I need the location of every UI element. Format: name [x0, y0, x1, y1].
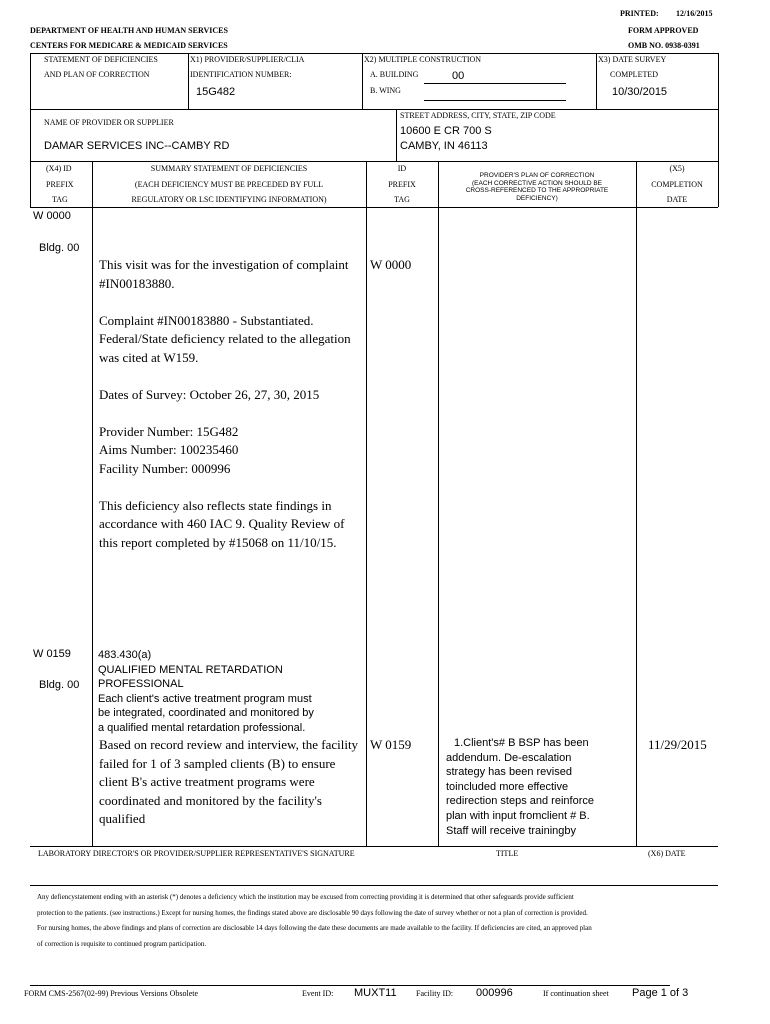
- printed-label: PRINTED:: [620, 9, 659, 18]
- address-line-2: CAMBY, IN 46113: [400, 140, 488, 152]
- wing-label: B. WING: [370, 86, 401, 95]
- facility-id: 000996: [476, 987, 513, 999]
- x5-label: (X5): [669, 164, 685, 173]
- facility-id-label: Facility ID:: [416, 989, 454, 998]
- entry2-id-tag: W 0159: [370, 737, 412, 752]
- date-survey-label: X3) DATE SURVEY: [598, 55, 667, 64]
- paragraph: Dates of Survey: October 26, 27, 30, 2015: [99, 386, 320, 402]
- department-title: DEPARTMENT OF HEALTH AND HUMAN SERVICES: [30, 26, 228, 35]
- clia-number: 15G482: [196, 86, 236, 98]
- summary-header: SUMMARY STATEMENT OF DEFICIENCIES: [150, 164, 308, 173]
- event-id-label: Event ID:: [302, 989, 334, 998]
- x6-date-label: (X6) DATE: [648, 849, 686, 858]
- building-value: 00: [452, 70, 465, 82]
- centers-title: CENTERS FOR MEDICARE & MEDICAID SERVICES: [30, 41, 228, 50]
- paragraph: This visit was for the investigation of complaint #IN00183880.: [99, 257, 349, 291]
- provider-name-label: NAME OF PROVIDER OR SUPPLIER: [44, 118, 174, 127]
- multiple-construction-label: X2) MULTIPLE CONSTRUCTION: [364, 55, 482, 64]
- clia-label: X1) PROVIDER/SUPPLIER/CLIA: [190, 55, 305, 64]
- entry2-regulation: 483.430(a) QUALIFIED MENTAL RETARDATION PROFESSIONAL Each client's active treatment program must be integrated, coordinated and monitored by a qualified mental retardation professional.: [98, 649, 314, 734]
- entry2-building: Bldg. 00: [39, 679, 80, 691]
- disclaimer-notice: Any defiencystatement ending with an asterisk (*) denotes a deficiency which the institution may be excused from correcting providing it is determined that other safeguards provide sufficient protection to the patients. (see instructions.) Except for nursing homes, the findings stated above are disclosable 90 days following the date of survey whether or not a plan of correction is provided. For nursing homes, the above findings and plans of correction are disclosable 14 days following the date these documents are made available to the facility. If deficiencies are cited, an approved plan of correction is requisite to continued program participation.: [37, 893, 592, 949]
- paragraph: Complaint #IN00183880 - Substantiated. Federal/State deficiency related to the allegation was cited at W159.: [99, 312, 351, 365]
- address-label: STREET ADDRESS, CITY, STATE, ZIP CODE: [400, 111, 556, 120]
- completed-label: COMPLETED: [610, 70, 658, 79]
- statement-label-2: AND PLAN OF CORRECTION: [44, 70, 150, 79]
- omb-number: OMB NO. 0938-0391: [628, 41, 700, 50]
- continuation-label: If continuation sheet: [543, 989, 609, 998]
- id-label: ID: [397, 164, 407, 173]
- survey-date: 10/30/2015: [612, 86, 668, 98]
- page-number: Page 1 of 3: [632, 987, 689, 999]
- id-tag-label: TAG: [394, 195, 410, 204]
- summary-header-2: (EACH DEFICIENCY MUST BE PRECEDED BY FULL: [134, 180, 324, 189]
- statement-label: STATEMENT OF DEFICIENCIES: [44, 55, 158, 64]
- building-label: A. BUILDING: [370, 70, 419, 79]
- printed-date: 12/16/2015: [676, 9, 713, 18]
- entry1-building: Bldg. 00: [39, 242, 80, 254]
- paragraph: This deficiency also reflects state findings in accordance with 460 IAC 9. Quality Review of this report completed by #15068 on 11/10/15.: [99, 497, 345, 550]
- numbers-block: [99, 423, 359, 479]
- x4-tag-label: TAG: [52, 195, 68, 204]
- entry2-plan: 1.Client's# B BSP has been addendum. De-escalation strategy has been revised toincluded more effective redirection steps and reinforce plan with input fromclient # B. Staff will receive trainingby: [446, 737, 594, 837]
- plan-header: PROVIDER'S PLAN OF CORRECTION (EACH CORRECTIVE ACTION SHOULD BE CROSS-REFERENCED TO THE APPROPRIATE DEFICIENCY): [465, 172, 609, 202]
- director-signature-label: LABORATORY DIRECTOR'S OR PROVIDER/SUPPLIER REPRESENTATIVE'S SIGNATURE: [38, 849, 355, 858]
- address-line-1: 10600 E CR 700 S: [400, 125, 492, 137]
- id-prefix-label: PREFIX: [388, 180, 416, 189]
- entry2-completion-date: 11/29/2015: [648, 737, 707, 752]
- entry1-text: [99, 256, 359, 571]
- title-label: TITLE: [496, 849, 519, 858]
- entry2-finding: Based on record review and interview, the facility failed for 1 of 3 sampled clients (B) to ensure client B's active treatment programs were coordinated and monitored by the facility's qualified: [99, 737, 359, 826]
- entry1-id-tag: W 0000: [370, 257, 412, 272]
- provider-name: DAMAR SERVICES INC--CAMBY RD: [44, 140, 230, 152]
- x4-id-label: (X4) ID: [46, 164, 72, 173]
- x4-prefix-label: PREFIX: [46, 180, 74, 189]
- entry1-tag: W 0000: [33, 210, 71, 222]
- completion-label: COMPLETION: [651, 180, 703, 189]
- aims-number: Aims Number: 100235460: [99, 442, 239, 457]
- facility-number: Facility Number: 000996: [99, 460, 231, 476]
- form-approved: FORM APPROVED: [628, 26, 699, 35]
- form-number: FORM CMS-2567(02-99) Previous Versions Obsolete: [24, 989, 199, 998]
- clia-label-2: IDENTIFICATION NUMBER:: [190, 70, 292, 79]
- event-id: MUXT11: [354, 987, 397, 999]
- provider-number: Provider Number: 15G482: [99, 423, 239, 439]
- summary-header-3: REGULATORY OR LSC IDENTIFYING INFORMATION): [131, 195, 327, 204]
- date-label: DATE: [666, 195, 688, 204]
- entry2-tag: W 0159: [33, 648, 71, 660]
